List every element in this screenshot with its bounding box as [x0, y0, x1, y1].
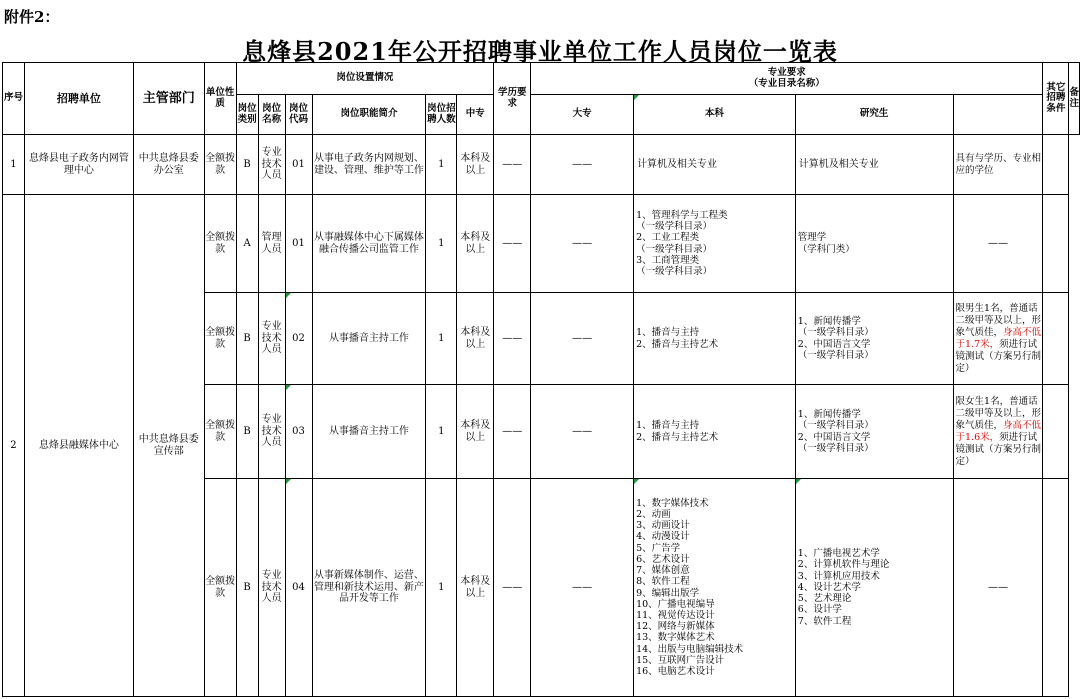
pos04-benke: 1、数字媒体技术 2、动画 3、动画设计 4、动漫设计 5、广告学 6、艺术设计 7、媒体创意 8、软件工程 9、编辑出版学 10、广播电视编导 11、视觉传达设计 12、网络与新媒体 13、数字媒体艺术 14、出版与电脑编辑技术 15、互联网广告设计 16、电脑艺术设计: [634, 479, 796, 697]
pos03-remark: [1043, 385, 1069, 479]
header-edu: 学历要求: [494, 63, 531, 135]
pos04-count: 1: [426, 479, 457, 697]
pos01-remark: [1043, 195, 1069, 293]
header-pcode: 岗位代码: [285, 95, 312, 135]
pos01-yanjiusheng: 管理学 （学科门类）: [795, 195, 953, 293]
row1-dazhuan: ——: [531, 135, 634, 195]
header-unit: 招聘单位: [24, 63, 133, 135]
row2-dept: 中共息烽县委宣传部: [133, 195, 204, 697]
table-row: [3, 135, 1080, 195]
pos01-other-text: ——: [987, 237, 1008, 249]
header-dept: 主管部门: [133, 63, 204, 135]
row1-count: 1: [426, 135, 457, 195]
row1-unit: 息烽县电子政务内网管理中心: [24, 135, 133, 195]
pos04-zhongzhuan: ——: [494, 479, 531, 697]
pos04-dazhuan: ——: [531, 479, 634, 697]
pos04-other: [953, 479, 1043, 697]
pos01-count: 1: [426, 195, 457, 293]
pos01-duty: 从事融媒体中心下属媒体融合传播公司监管工作: [312, 195, 426, 293]
pos02-yanjiusheng: 1、新闻传播学 （一级学科目录） 2、中国语言文学 （一级学科目录）: [795, 293, 953, 385]
pos04-code: 04: [285, 479, 312, 697]
header-major-line1: 专业要求: [767, 67, 806, 78]
pos02-dazhuan: ——: [531, 293, 634, 385]
pos03-yanjiusheng: 1、新闻传播学 （一级学科目录） 2、中国语言文学 （一级学科目录）: [795, 385, 953, 479]
row1-dept: 中共息烽县委办公室: [133, 135, 204, 195]
header-yanjiusheng: 研究生: [795, 95, 953, 135]
pos01-cat: A: [236, 195, 258, 293]
header-zhongzhuan: 中专: [457, 95, 494, 135]
pos04-pname: 专业技术人员: [258, 479, 285, 697]
pos03-other-b: 须进行试镜测试（方案另行制定）: [955, 431, 1042, 467]
pos02-other-a: 限男生1名，普通话二级甲等及以上，形象气质佳，: [955, 302, 1042, 338]
pos03-duty: 从事播音主持工作: [312, 385, 426, 479]
row1-remark: [1043, 135, 1069, 195]
pos01-nature: 全额拨款: [204, 195, 236, 293]
header-position-group: 岗位设置情况: [236, 63, 494, 95]
pos04-nature: 全额拨款: [204, 479, 236, 697]
pos04-yanjiusheng: 1、广播电视艺术学 2、计算机软件与理论 3、计算机应用技术 4、设计艺术学 5、艺术理论 6、设计学 7、软件工程: [795, 479, 953, 697]
header-seq: 序号: [3, 63, 25, 135]
pos03-nature: 全额拨款: [204, 385, 236, 479]
pos02-pname: 专业技术人员: [258, 293, 285, 385]
header-other: 其它招聘条件: [1043, 63, 1069, 135]
row1-edu: 本科及以上: [457, 135, 494, 195]
header-cat: 岗位类别: [236, 95, 258, 135]
pos03-benke: 1、播音与主持 2、播音与主持艺术: [634, 385, 796, 479]
pos01-edu: 本科及以上: [457, 195, 494, 293]
row1-seq: 1: [3, 135, 25, 195]
header-duty: 岗位职能简介: [312, 95, 426, 135]
pos02-count: 1: [426, 293, 457, 385]
header-nature: 单位性质: [204, 63, 236, 135]
row1-nature: 全额拨款: [204, 135, 236, 195]
pos03-cat: B: [236, 385, 258, 479]
row2-seq: 2: [3, 195, 25, 697]
pos01-dazhuan: ——: [531, 195, 634, 293]
pos03-dazhuan: ——: [531, 385, 634, 479]
row1-cat: B: [236, 135, 258, 195]
header-pname: 岗位名称: [258, 95, 285, 135]
row1-duty: 从事电子政务内网规划、建设、管理、维护等工作: [312, 135, 426, 195]
pos02-edu: 本科及以上: [457, 293, 494, 385]
row1-pname: 专业技术人员: [258, 135, 285, 195]
pos02-other-height: 身高不低于1.7米，: [955, 326, 1042, 350]
pos02-nature: 全额拨款: [204, 293, 236, 385]
pos04-cat: B: [236, 479, 258, 697]
pos04-duty: 从事新媒体制作、运营、管理和新技术运用、新产品开发等工作: [312, 479, 426, 697]
pos03-other-a: 限女生1名，普通话二级甲等及以上，形象气质佳，: [955, 395, 1042, 431]
row2-unit: 息烽县融媒体中心: [24, 195, 133, 697]
pos01-code: 01: [285, 195, 312, 293]
pos02-code: 02: [285, 293, 312, 385]
pos03-code: 03: [285, 385, 312, 479]
pos01-zhongzhuan: ——: [494, 195, 531, 293]
row1-yanjiusheng: 计算机及相关专业: [795, 135, 953, 195]
row1-zhongzhuan: ——: [494, 135, 531, 195]
pos02-benke: 1、播音与主持 2、播音与主持艺术: [634, 293, 796, 385]
row1-benke: 计算机及相关专业: [634, 135, 796, 195]
attachment-label: 附件2：: [4, 8, 60, 26]
pos02-other: [953, 293, 1043, 385]
pos02-other-b: 须进行试镜测试（方案另行制定）: [955, 338, 1042, 374]
header-major-group: [531, 63, 1043, 95]
row1-code: 01: [285, 135, 312, 195]
pos03-count: 1: [426, 385, 457, 479]
positions-table: [2, 62, 1080, 697]
pos04-other-text: ——: [987, 581, 1008, 593]
pos04-edu: 本科及以上: [457, 479, 494, 697]
pos02-remark: [1043, 293, 1069, 385]
pos03-edu: 本科及以上: [457, 385, 494, 479]
pos04-remark: [1043, 479, 1069, 697]
pos02-duty: 从事播音主持工作: [312, 293, 426, 385]
pos03-pname: 专业技术人员: [258, 385, 285, 479]
pos02-zhongzhuan: ——: [494, 293, 531, 385]
pos03-other: [953, 385, 1043, 479]
pos01-other: [953, 195, 1043, 293]
header-benke: 本科: [634, 95, 796, 135]
page-title: 息烽县2021年公开招聘事业单位工作人员岗位一览表: [242, 37, 838, 66]
header-remark: 备注: [1069, 63, 1080, 135]
pos02-cat: B: [236, 293, 258, 385]
pos03-other-height: 身高不低于1.6米，: [955, 419, 1042, 443]
header-dazhuan: 大专: [531, 95, 634, 135]
pos03-zhongzhuan: ——: [494, 385, 531, 479]
pos01-benke: 1、管理科学与工程类 （一级学科目录） 2、工业工程类 （一级学科目录） 3、工商管理类 （一级学科目录）: [634, 195, 796, 293]
header-count: 岗位招聘人数: [426, 95, 457, 135]
row1-other: 具有与学历、专业相应的学位: [953, 135, 1043, 195]
pos01-pname: 管理人员: [258, 195, 285, 293]
header-major-line2: （专业目录名称）: [748, 77, 825, 89]
table-row: [3, 195, 1080, 293]
